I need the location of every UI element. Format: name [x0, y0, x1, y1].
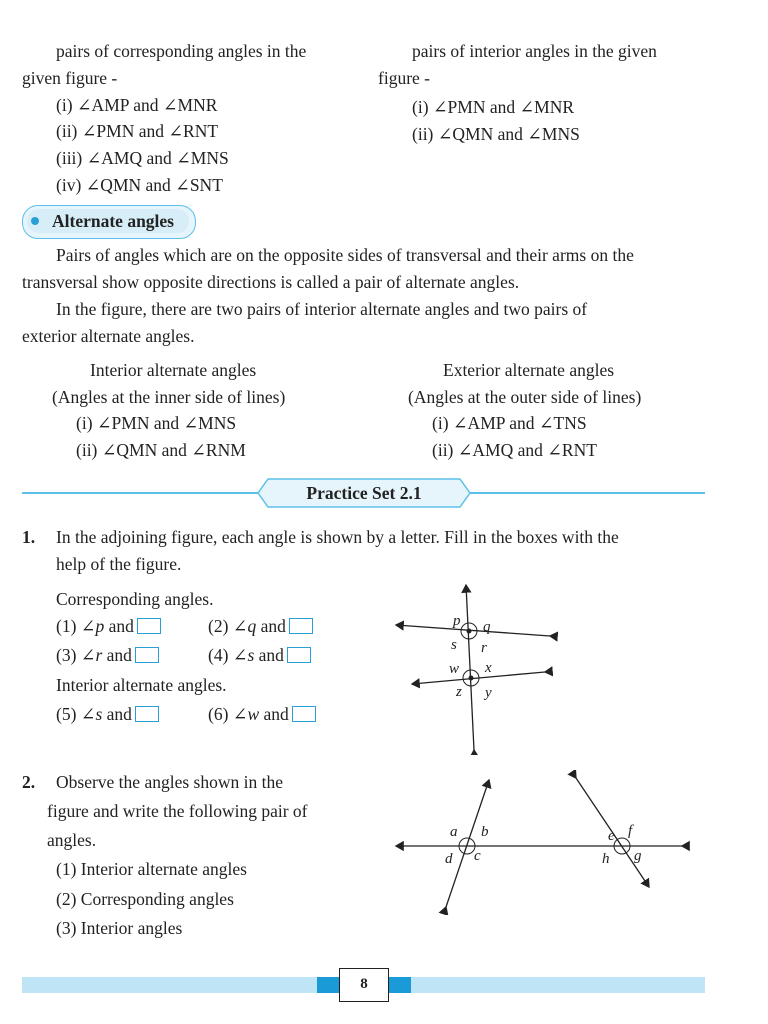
angle-label: z — [456, 684, 462, 700]
exterior-alt-title: Exterior alternate angles — [443, 360, 615, 380]
angle-label: x — [485, 660, 492, 676]
answer-box[interactable] — [292, 706, 316, 722]
angle-label: f — [628, 823, 633, 839]
interior-alt-item: (i) ∠PMN and ∠MNS — [76, 413, 237, 433]
question-text: help of the figure. — [56, 554, 182, 574]
interior-item: (i) ∠PMN and ∠MNR — [412, 97, 575, 117]
fill-item: (2) ∠q and — [208, 616, 313, 637]
angle-label: q — [483, 619, 491, 635]
exterior-alt-subtitle: (Angles at the outer side of lines) — [408, 387, 642, 407]
question-number: 1. — [22, 527, 36, 547]
interior-alt-title: Interior alternate angles — [90, 360, 257, 380]
paragraph-line: In the figure, there are two pairs of interior alternate angles and two pairs of — [56, 299, 588, 319]
paragraph-line: exterior alternate angles. — [22, 326, 195, 346]
parallel-line — [396, 625, 550, 636]
interior-alt-item: (ii) ∠QMN and ∠RNM — [76, 440, 246, 460]
interior-alt-question-title: Interior alternate angles. — [56, 675, 227, 695]
fill-item: (6) ∠w and — [208, 704, 316, 725]
interior-intro-line2: figure - — [378, 68, 430, 88]
interior-alt-subtitle: (Angles at the inner side of lines) — [52, 387, 286, 407]
angle-label: d — [445, 851, 453, 867]
q2-item: (1) Interior alternate angles — [56, 859, 247, 879]
angle-label: w — [449, 661, 460, 677]
angle-label: r — [481, 640, 487, 656]
question-text: figure and write the following pair of — [47, 801, 308, 821]
answer-box[interactable] — [287, 647, 311, 663]
q2-item: (3) Interior angles — [56, 918, 183, 938]
answer-box[interactable] — [135, 647, 159, 663]
section-heading: Alternate angles — [52, 211, 174, 231]
corresponding-intro-line1: pairs of corresponding angles in the — [56, 41, 307, 61]
q2-item: (2) Corresponding angles — [56, 889, 234, 909]
interior-item: (ii) ∠QMN and ∠MNS — [412, 124, 580, 144]
divider-left — [22, 492, 267, 494]
exterior-alt-item: (i) ∠AMP and ∠TNS — [432, 413, 587, 433]
bullet-icon — [31, 217, 39, 225]
angle-label: g — [634, 848, 642, 864]
corresponding-item: (i) ∠AMP and ∠MNR — [56, 95, 218, 115]
fill-item: (1) ∠p and — [56, 616, 161, 637]
paragraph-line: transversal show opposite directions is called a pair of alternate angles. — [22, 272, 520, 292]
interior-intro-line1: pairs of interior angles in the given — [412, 41, 657, 61]
angle-label: e — [608, 828, 615, 844]
question-text: In the adjoining figure, each angle is shown by a letter. Fill in the boxes with the — [56, 527, 619, 547]
corresponding-item: (iv) ∠QMN and ∠SNT — [56, 175, 223, 195]
figure-transversal-2 — [390, 770, 690, 915]
fill-item: (3) ∠r and — [56, 645, 159, 666]
figure-transversal-1 — [390, 580, 560, 755]
answer-box[interactable] — [137, 618, 161, 634]
question-text: angles. — [47, 830, 97, 850]
angle-label: h — [602, 851, 610, 867]
corresponding-intro-line2: given figure - — [22, 68, 118, 88]
angle-label: c — [474, 848, 481, 864]
practice-title: Practice Set 2.1 — [306, 483, 422, 503]
footer-accent — [317, 977, 339, 993]
divider-right — [460, 492, 705, 494]
angle-label: b — [481, 824, 489, 840]
corresponding-item: (iii) ∠AMQ and ∠MNS — [56, 148, 229, 168]
answer-box[interactable] — [289, 618, 313, 634]
page-number: 8 — [360, 976, 368, 992]
fill-item: (4) ∠s and — [208, 645, 311, 666]
corresponding-title: Corresponding angles. — [56, 589, 214, 609]
transversal-line — [446, 780, 489, 907]
answer-box[interactable] — [135, 706, 159, 722]
exterior-alt-item: (ii) ∠AMQ and ∠RNT — [432, 440, 597, 460]
corresponding-item: (ii) ∠PMN and ∠RNT — [56, 121, 219, 141]
paragraph-line: Pairs of angles which are on the opposite sides of transversal and their arms on the — [56, 245, 634, 265]
footer-accent — [389, 977, 411, 993]
angle-label: p — [453, 613, 461, 629]
transversal-line — [466, 585, 474, 750]
fill-item: (5) ∠s and — [56, 704, 159, 725]
angle-label: s — [451, 637, 457, 653]
question-number: 2. — [22, 772, 36, 792]
question-text: Observe the angles shown in the — [56, 772, 283, 792]
angle-label: a — [450, 824, 458, 840]
angle-label: y — [485, 685, 492, 701]
